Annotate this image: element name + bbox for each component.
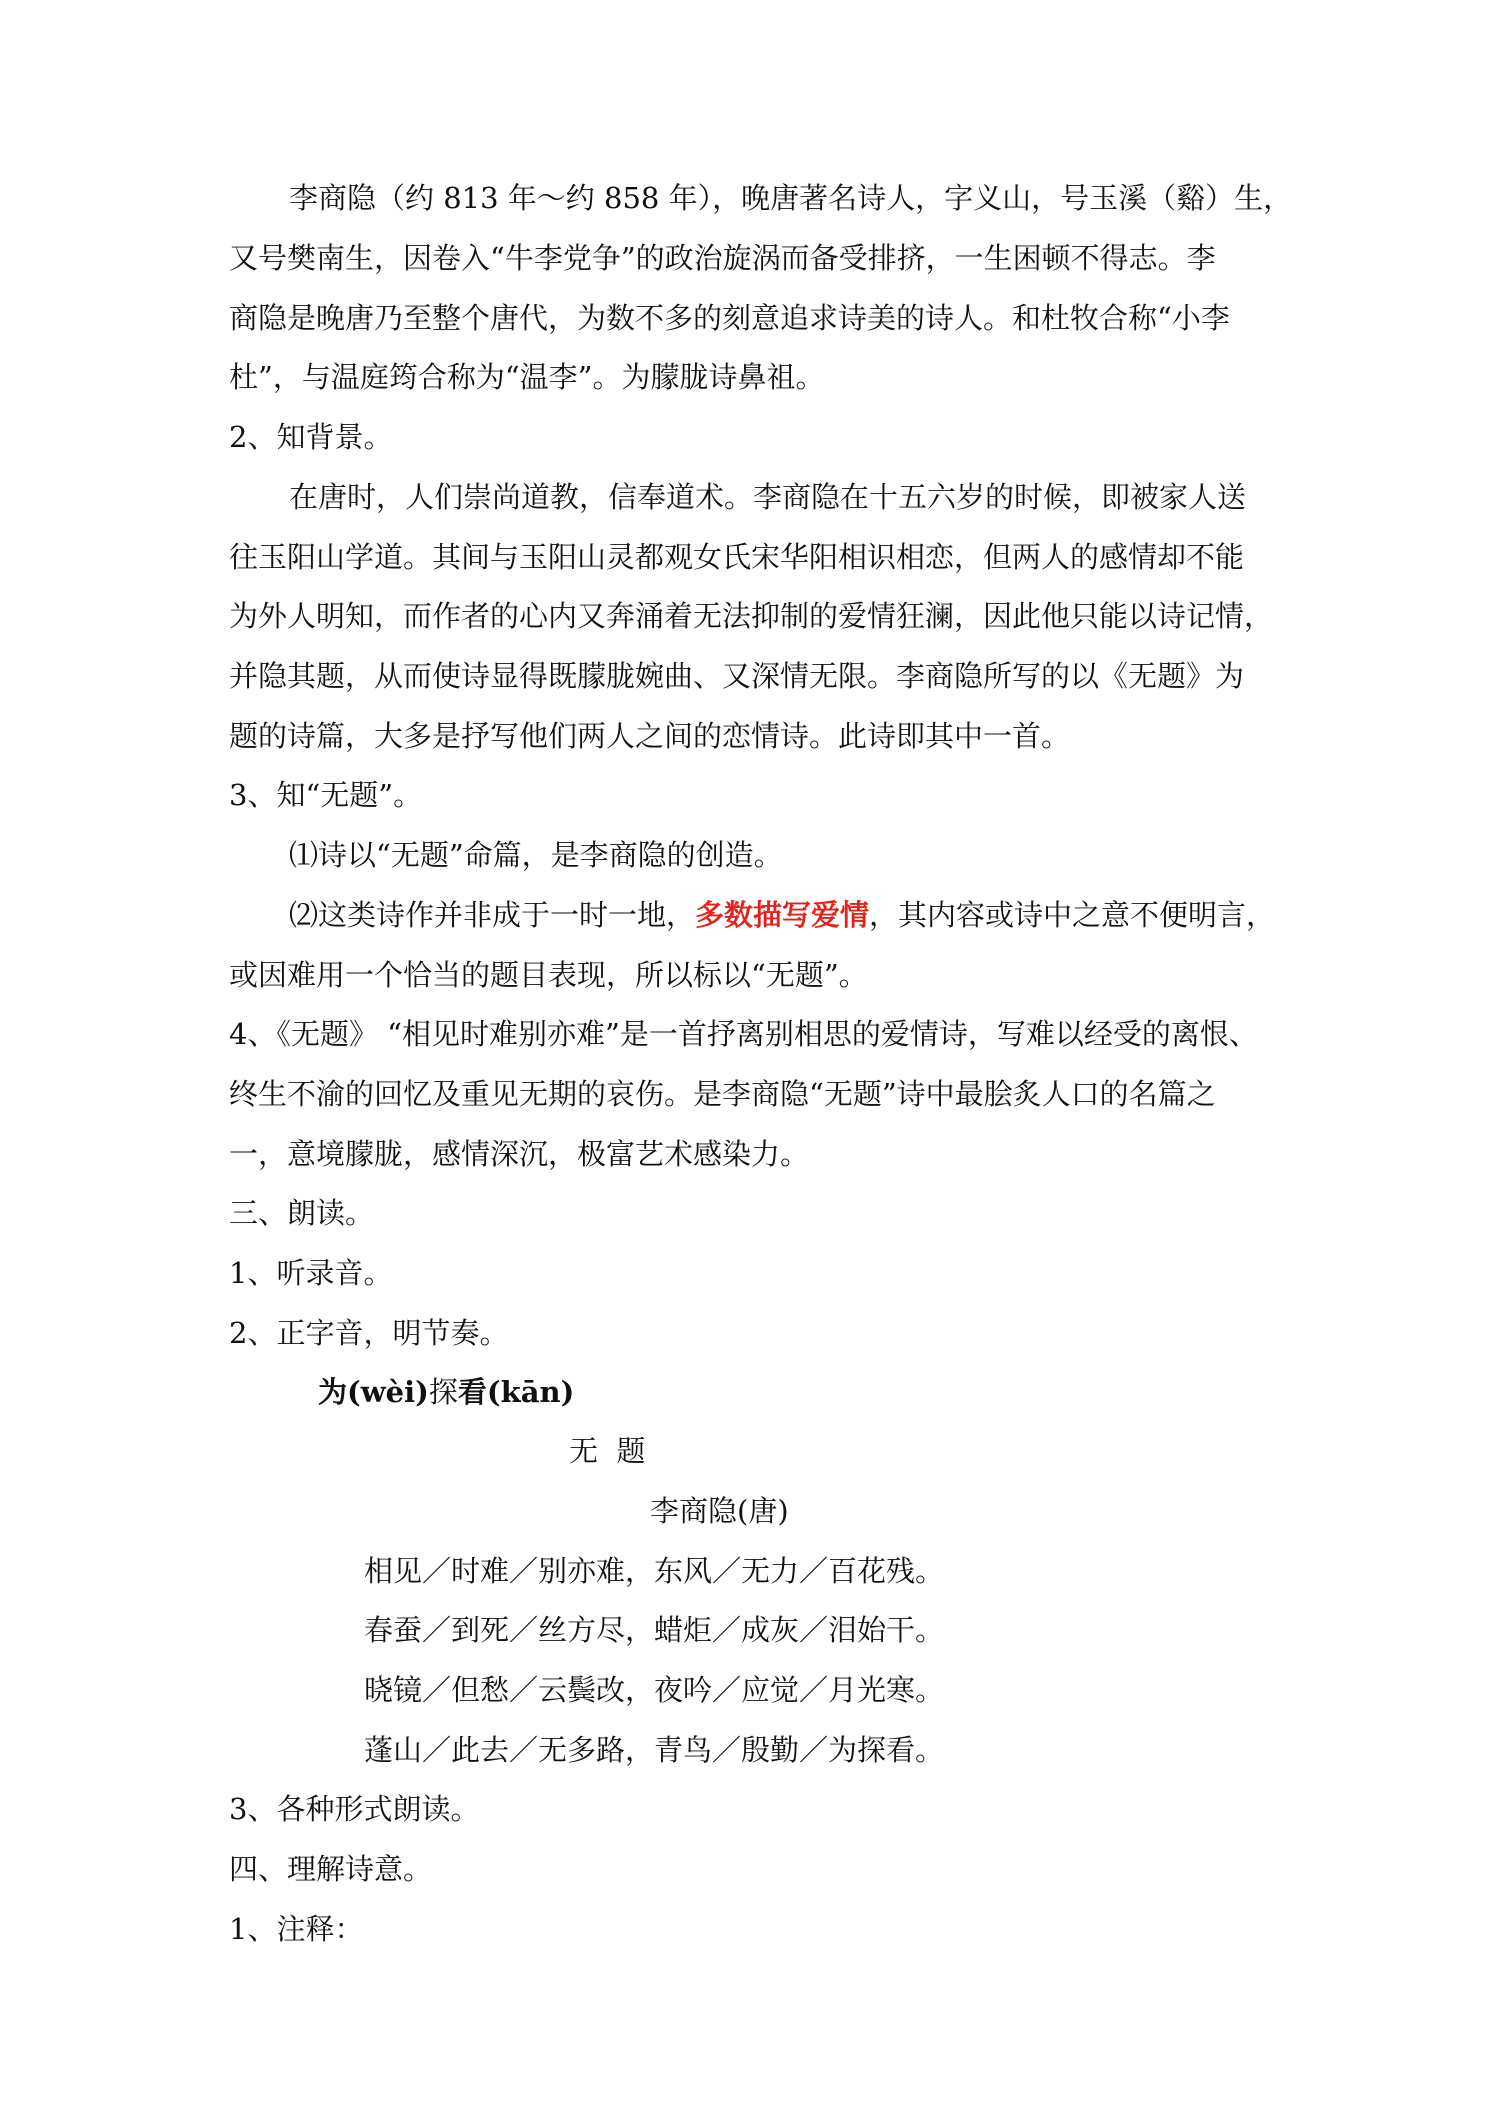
- wuti-point-1: ⑴诗以“无题”命篇，是李商隐的创造。: [289, 838, 783, 872]
- wuti-point-2-text: ，其内容或诗中之意不便明言，: [869, 898, 1276, 932]
- reading-step-1: 1、听录音。: [229, 1256, 393, 1290]
- poem-line: 晓镜／但愁／云鬓改，夜吟／应觉／月光寒。: [364, 1673, 945, 1707]
- poem-title: 无 题: [569, 1434, 646, 1468]
- background-line: 题的诗篇，大多是抒写他们两人之间的恋情诗。此诗即其中一首。: [229, 719, 1071, 753]
- pron-kan: 看(kān): [457, 1375, 575, 1409]
- heading-wuti: 3、知“无题”。: [229, 778, 423, 812]
- background-line: 往玉阳山学道。其间与玉阳山灵都观女氏宋华阳相识相恋，但两人的感情却不能: [229, 540, 1245, 574]
- poem-intro-line: 终生不渝的回忆及重见无期的哀伤。是李商隐“无题”诗中最脍炙人口的名篇之: [229, 1077, 1216, 1111]
- intro-line: 杜”，与温庭筠合称为“温李”。为朦胧诗鼻祖。: [229, 360, 825, 394]
- poem-line: 相见／时难／别亦难，东风／无力／百花残。: [364, 1554, 945, 1588]
- background-line: 为外人明知，而作者的心内又奔涌着无法抑制的爱情狂澜，因此他只能以诗记情，: [229, 599, 1274, 633]
- heading-understand: 四、理解诗意。: [229, 1852, 433, 1886]
- background-line: 并隐其题，从而使诗显得既朦胧婉曲、又深情无限。李商隐所写的以《无题》为: [229, 659, 1245, 693]
- wuti-point-2-cont: 或因难用一个恰当的题目表现，所以标以“无题”。: [229, 958, 868, 992]
- wuti-point-2-text: ⑵这类诗作并非成于一时一地，: [289, 898, 696, 932]
- intro-line: 商隐是晚唐乃至整个唐代，为数不多的刻意追求诗美的诗人。和杜牧合称“小李: [229, 301, 1230, 335]
- reading-step-3: 3、各种形式朗读。: [229, 1792, 480, 1826]
- notes-heading: 1、注释：: [229, 1912, 364, 1946]
- poem-author: 李商隐(唐): [650, 1494, 789, 1528]
- poem-intro-line: 一，意境朦胧，感情深沉，极富艺术感染力。: [229, 1137, 810, 1171]
- wuti-point-2: [289, 895, 1275, 935]
- background-line: 在唐时，人们崇尚道教，信奉道术。李商隐在十五六岁的时候，即被家人送: [289, 480, 1247, 514]
- reading-step-2: 2、正字音，明节奏。: [229, 1316, 509, 1350]
- poem-intro-line: 4、《无题》 “相见时难别亦难”是一首抒离别相思的爱情诗，写难以经受的离恨、: [229, 1017, 1258, 1051]
- heading-reading: 三、朗读。: [229, 1196, 375, 1230]
- heading-background: 2、知背景。: [229, 420, 393, 454]
- pron-wei: 为(wèi): [318, 1375, 429, 1409]
- intro-line: 又号樊南生，因卷入“牛李党争”的政治旋涡而备受排挤，一生困顿不得志。李: [229, 241, 1216, 275]
- poem-line: 蓬山／此去／无多路，青鸟／殷勤／为探看。: [364, 1733, 945, 1767]
- pron-tan: 探: [428, 1375, 458, 1409]
- poem-line: 春蚕／到死／丝方尽，蜡炬／成灰／泪始干。: [364, 1613, 945, 1647]
- highlight-love: 多数描写爱情: [695, 898, 870, 932]
- pronunciation-note: [318, 1372, 574, 1412]
- intro-line: 李商隐（约 813 年～约 858 年），晚唐著名诗人，字义山，号玉溪（谿）生，: [289, 181, 1293, 215]
